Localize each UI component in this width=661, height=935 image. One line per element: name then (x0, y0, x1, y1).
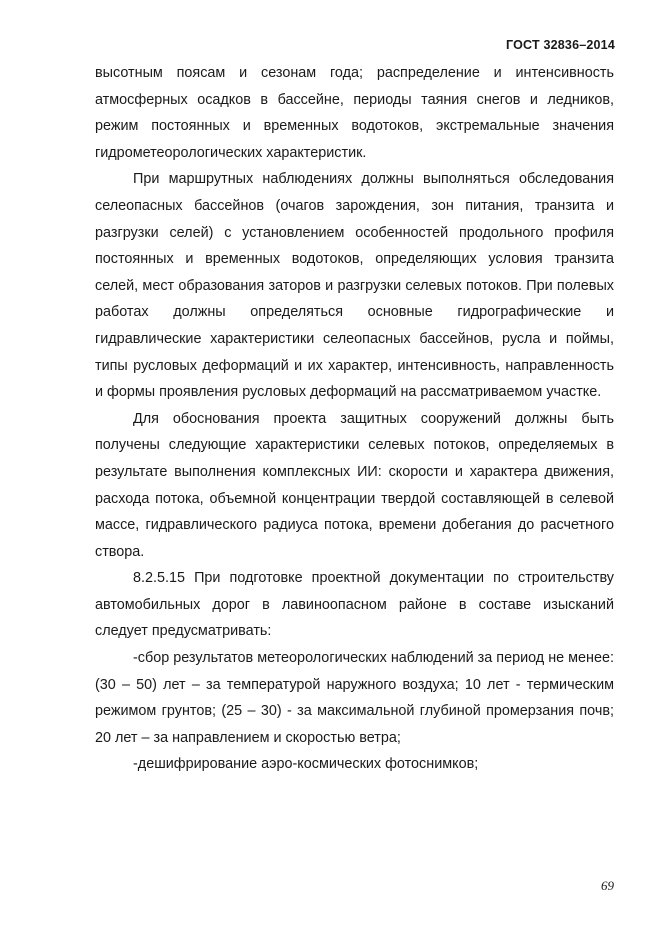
page-number: 69 (601, 878, 614, 893)
paragraph-clause-8-2-5-15: 8.2.5.15 При подготовке проектной документации по строительству автомобильных дорог в лавиноопасном районе в составе изысканий следует предусматривать: (95, 570, 614, 640)
standard-code: ГОСТ 32836–2014 (506, 38, 615, 52)
paragraph-route-observations: При маршрутных наблюдениях должны выполняться обследования селеопасных бассейнов (очагов зарождения, зон питания, транзита и разгрузки селей) с установлением особенностей продольного профиля постоянных и временных водотоков, определяющих условия транзита селей, мест образования заторов и разгрузки селевых потоков. При полевых работах должны определяться основные гидрографические и гидравлические характеристики селеопасных бассейнов, русла и поймы, типы русловых деформаций и их характер, интенсивность, направленность и формы проявления русловых деформаций на рассматриваемом участке. (95, 171, 614, 401)
list-item-photo-interpretation: -дешифрирование аэро-космических фотоснимков; (133, 756, 479, 773)
paragraph-continuation: высотным поясам и сезонам года; распределение и интенсивность атмосферных осадков в бассейне, периоды таяния снегов и ледников, режим постоянных и временных водотоков, экстремальные значения гидрометеорологических характеристик. (95, 65, 614, 161)
paragraph-protective-structures: Для обоснования проекта защитных сооружений должны быть получены следующие характеристики селевых потоков, определяемых в результате выполнения комплексных ИИ: скорости и характера движения, расхода потока, объемной концентрации твердой составляющей в селевой массе, гидравлического радиуса потока, времени добегания до расчетного створа. (95, 410, 614, 560)
document-body (95, 60, 614, 778)
document-header (506, 38, 615, 52)
list-item-meteo-data: -сбор результатов метеорологических наблюдений за период не менее: (30 – 50) лет – за температурой наружного воздуха; 10 лет - термическим режимом грунтов; (25 – 30) - за максимальной глубиной промерзания почв; 20 лет – за направлением и скоростью ветра; (95, 650, 614, 746)
